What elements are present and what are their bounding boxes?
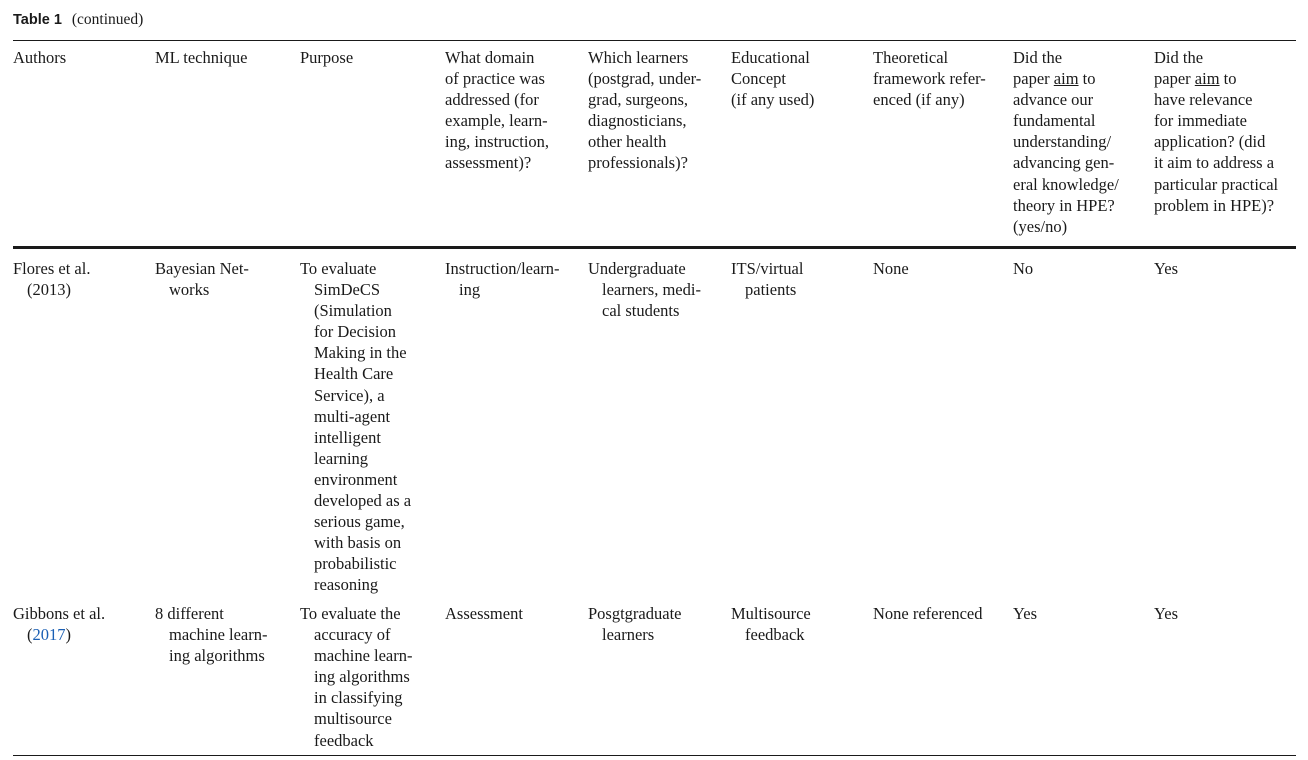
header-ml-technique: ML technique [155,48,248,67]
row-1-technique: Bayesian Net- works [155,259,249,300]
row-1-fundamental: No [1013,259,1034,278]
row-1-concept: ITS/virtual patients [731,259,804,300]
row-2-learners: Posgtgraduate learners [588,604,682,645]
header-purpose: Purpose [300,48,354,67]
row-1-authors: Flores et al. (2013) [13,259,91,300]
row-2-purpose: To evaluate the accuracy of machine learn- ing algorithms in classifying multisource feedback [300,604,413,750]
row-1-framework: None [873,259,909,278]
row-1-learners: Undergraduate learners, medi- cal students [588,259,701,321]
header-fundamental-understanding: Did the paper aim to advance our fundamental understanding/ advancing gen- eral knowledge/ theory in HPE? (yes/no) [1013,48,1119,236]
header-rule [13,246,1296,249]
row-1-purpose: To evaluate SimDeCS (Simulation for Decision Making in the Health Care Service), a multi-agent intelligent learning environment developed as a serious game, with basis on probabilistic reasoning [300,259,412,595]
row-2-fundamental: Yes [1013,604,1038,623]
table-caption-text: (continued) [71,11,144,28]
table-label: Table 1 [13,12,62,28]
row-2-relevance: Yes [1154,604,1179,623]
header-authors: Authors [13,48,67,67]
citation-link[interactable]: 2017 [32,625,66,645]
bottom-rule [13,755,1296,756]
header-educational-concept: Educational Concept (if any used) [731,48,815,110]
top-rule [13,40,1296,41]
row-1-relevance: Yes [1154,259,1179,278]
header-theoretical-framework: Theoretical framework refer- enced (if any) [873,48,986,110]
header-domain: What domain of practice was addressed (for example, learn- ing, instruction, assessment)? [445,48,550,173]
row-2-concept: Multisource feedback [731,604,811,645]
row-2-framework: None referenced [873,604,983,623]
table-caption [13,11,143,29]
header-immediate-relevance: Did the paper aim to have relevance for immediate application? (did it aim to address a particular practical problem in HPE)? [1154,48,1279,215]
header-learners: Which learners (postgrad, under- grad, surgeons, diagnosticians, other health professionals)? [588,48,702,173]
row-1-domain: Instruction/learn- ing [445,259,560,300]
row-2-authors: Gibbons et al. (2017) [13,604,106,645]
row-2-technique: 8 different machine learn- ing algorithms [155,604,268,666]
row-2-domain: Assessment [445,604,523,623]
